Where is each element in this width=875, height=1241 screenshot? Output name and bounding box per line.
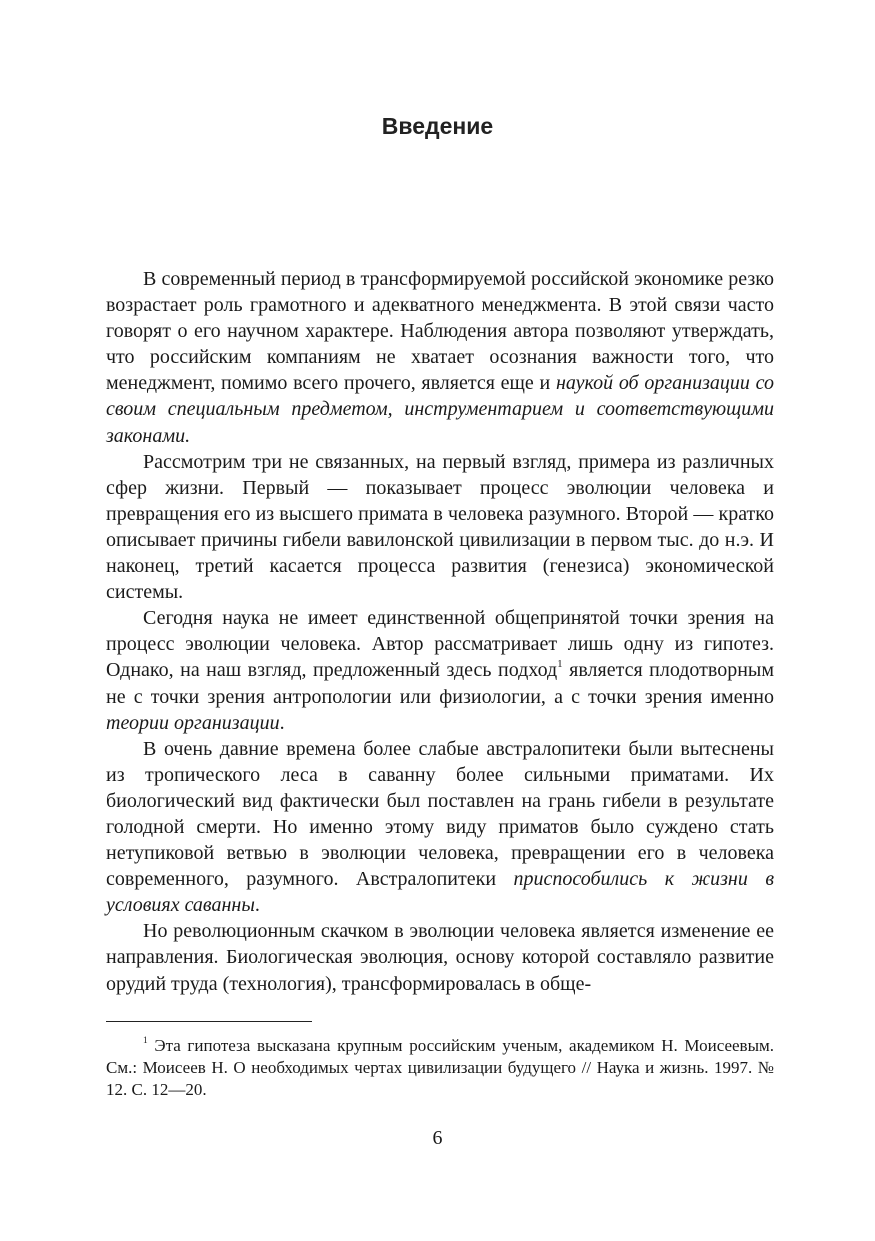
footnote-text: Эта гипотеза высказана крупным российским ученым, академиком Н. Моисеевым. См.: Моисеев Н. О необходимых чертах цивилизации будущего // Наука и жизнь. 1997. № 12. С. 12—20. [106,1036,774,1099]
chapter-title: Введение [381,113,494,139]
paragraph-3-text-a: Сегодня наука не имеет единственной общепринятой точки зрения на процесс эволюции человека. Автор рассматривает лишь одну из гипотез. Однако, на наш взгляд, предложенный здесь подход [106,607,774,682]
page-number: 6 [432,1127,443,1149]
paragraph-3 [106,605,774,735]
paragraph-1-italic: наукой об организации со своим специальным предметом, инструментарием и соответствующими законами. [106,372,774,447]
paragraph-1 [106,266,774,449]
paragraph-5-text: Но революционным скачком в эволюции человека является изменение ее направления. Биологическая эволюция, основу которой составляло развитие орудий труда (технология), трансформировалась в обще- [106,920,774,995]
paragraph-2-text: Рассмотрим три не связанных, на первый взгляд, примера из различных сфер жизни. Первый — показывает процесс эволюции человека и превращения его из высшего примата в человека разумного. Второй — кратко описывает причины гибели вавилонской цивилизации в первом тыс. до н.э. И наконец, третий касается процесса развития (генезиса) экономической системы. [106,450,774,604]
paragraph-3-text-b: является плодотворным не с точки зрения антропологии или физиологии, а с точки зрения именно [106,659,774,708]
paragraph-1-text: В современный период в трансформируемой российской экономике резко возрастает роль грамотного и адекватного менеджмента. В этой связи часто говорят о его научном характере. Наблюдения автора позволяют утверждать, что российским компаниям не хватает осознания важности того, что менеджмент, помимо всего прочего, является еще и [106,268,774,395]
paragraph-4-italic: приспособились к жизни в условиях саванны [106,868,774,917]
footnote-marker: 1 [143,1035,148,1046]
paragraph-3-italic: теории организации [106,711,280,734]
paragraph-2 [106,449,774,606]
paragraph-3-text-c: . [279,711,285,734]
paragraph-4 [106,736,774,919]
paragraph-5 [106,918,774,996]
footnote [106,1035,774,1101]
body-text [106,266,774,997]
paragraph-4-text: В очень давние времена более слабые австралопитеки были вытеснены из тропического леса в саванну более сильными приматами. Их биологический вид фактически был поставлен на грань гибели в результате голодной смерти. Но именно этому виду приматов было суждено стать нетупиковой ветвью в эволюции человека, превращении его в человека современного, разумного. Австралопитеки [106,737,774,891]
footnote-divider [106,1021,312,1022]
footnote-reference: 1 [557,658,563,671]
footnote-paragraph [106,1035,774,1101]
paragraph-4-text-end: . [254,894,260,917]
